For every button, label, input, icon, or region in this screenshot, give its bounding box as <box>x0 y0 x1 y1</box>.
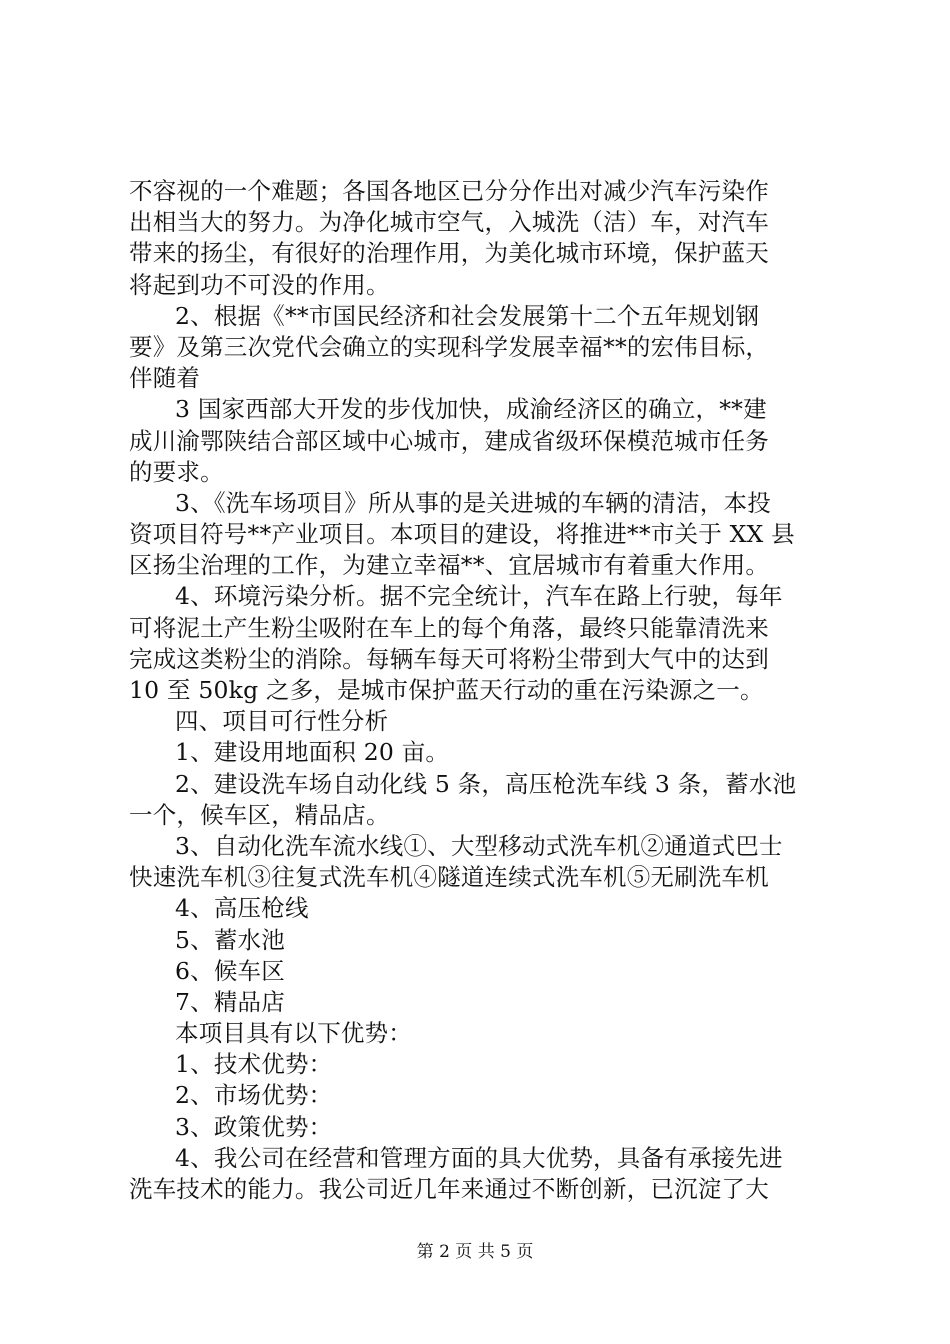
list-item: 1、技术优势： <box>175 1050 333 1079</box>
document-body <box>129 176 829 1205</box>
text-line: 成川渝鄂陕结合部区域中心城市，建成省级环保模范城市任务 <box>129 426 769 455</box>
list-item: 6、候车区 <box>175 956 285 985</box>
text-line: 快速洗车机③往复式洗车机④隧道连续式洗车机⑤无刷洗车机 <box>129 863 769 892</box>
section-heading: 四、项目可行性分析 <box>175 707 389 736</box>
list-item: 5、蓄水池 <box>175 925 285 954</box>
text-line: 资项目符号**产业项目。本项目的建设，将推进**市关于 XX 县 <box>129 520 795 549</box>
text-line: 洗车技术的能力。我公司近几年来通过不断创新，已沉淀了大 <box>129 1175 769 1203</box>
list-item: 3、政策优势： <box>175 1112 333 1141</box>
list-item: 7、精品店 <box>175 987 285 1016</box>
text-line: 将起到功不可没的作用。 <box>129 270 390 299</box>
text-line: 要》及第三次党代会确立的实现科学发展幸福**的宏伟目标， <box>129 332 770 361</box>
list-item: 4、高压枪线 <box>175 894 309 923</box>
page-number-footer: 第 2 页 共 5 页 <box>416 1242 534 1262</box>
paragraph-first-line: 本项目具有以下优势： <box>175 1019 412 1048</box>
text-line: 一个，候车区，精品店。 <box>129 800 390 829</box>
paragraph-first-line: 3 国家西部大开发的步伐加快，成渝经济区的确立，**建 <box>175 395 767 424</box>
list-item: 1、建设用地面积 20 亩。 <box>175 738 450 767</box>
text-line: 出相当大的努力。为净化城市空气，入城洗（洁）车，对汽车 <box>129 208 769 237</box>
list-item: 2、市场优势： <box>175 1081 333 1110</box>
paragraph-first-line: 3、《洗车场项目》所从事的是关进城的车辆的清洁，本投 <box>175 488 771 517</box>
list-item: 4、我公司在经营和管理方面的具大优势，具备有承接先进 <box>175 1143 783 1172</box>
text-line: 伴随着 <box>129 364 201 393</box>
text-line: 区扬尘治理的工作，为建立幸福**、宜居城市有着重大作用。 <box>129 551 770 580</box>
text-line: 完成这类粉尘的消除。每辆车每天可将粉尘带到大气中的达到 <box>129 644 769 673</box>
list-item: 2、建设洗车场自动化线 5 条，高压枪洗车线 3 条，蓄水池 <box>175 769 797 798</box>
list-item: 3、自动化洗车流水线①、大型移动式洗车机②通道式巴士 <box>175 831 783 860</box>
paragraph-first-line: 2、根据《**市国民经济和社会发展第十二个五年规划钢 <box>175 301 760 330</box>
text-line: 带来的扬尘，有很好的治理作用，为美化城市环境，保护蓝天 <box>129 239 769 268</box>
text-line: 的要求。 <box>129 457 224 486</box>
text-line: 10 至 50kg 之多，是城市保护蓝天行动的重在污染源之一。 <box>129 676 764 704</box>
text-line: 可将泥土产生粉尘吸附在车上的每个角落，最终只能靠清洗来 <box>129 613 769 642</box>
paragraph-first-line: 4、环境污染分析。据不完全统计，汽车在路上行驶，每年 <box>175 582 783 611</box>
text-line: 不容视的一个难题；各国各地区已分分作出对减少汽车污染作 <box>129 177 769 205</box>
